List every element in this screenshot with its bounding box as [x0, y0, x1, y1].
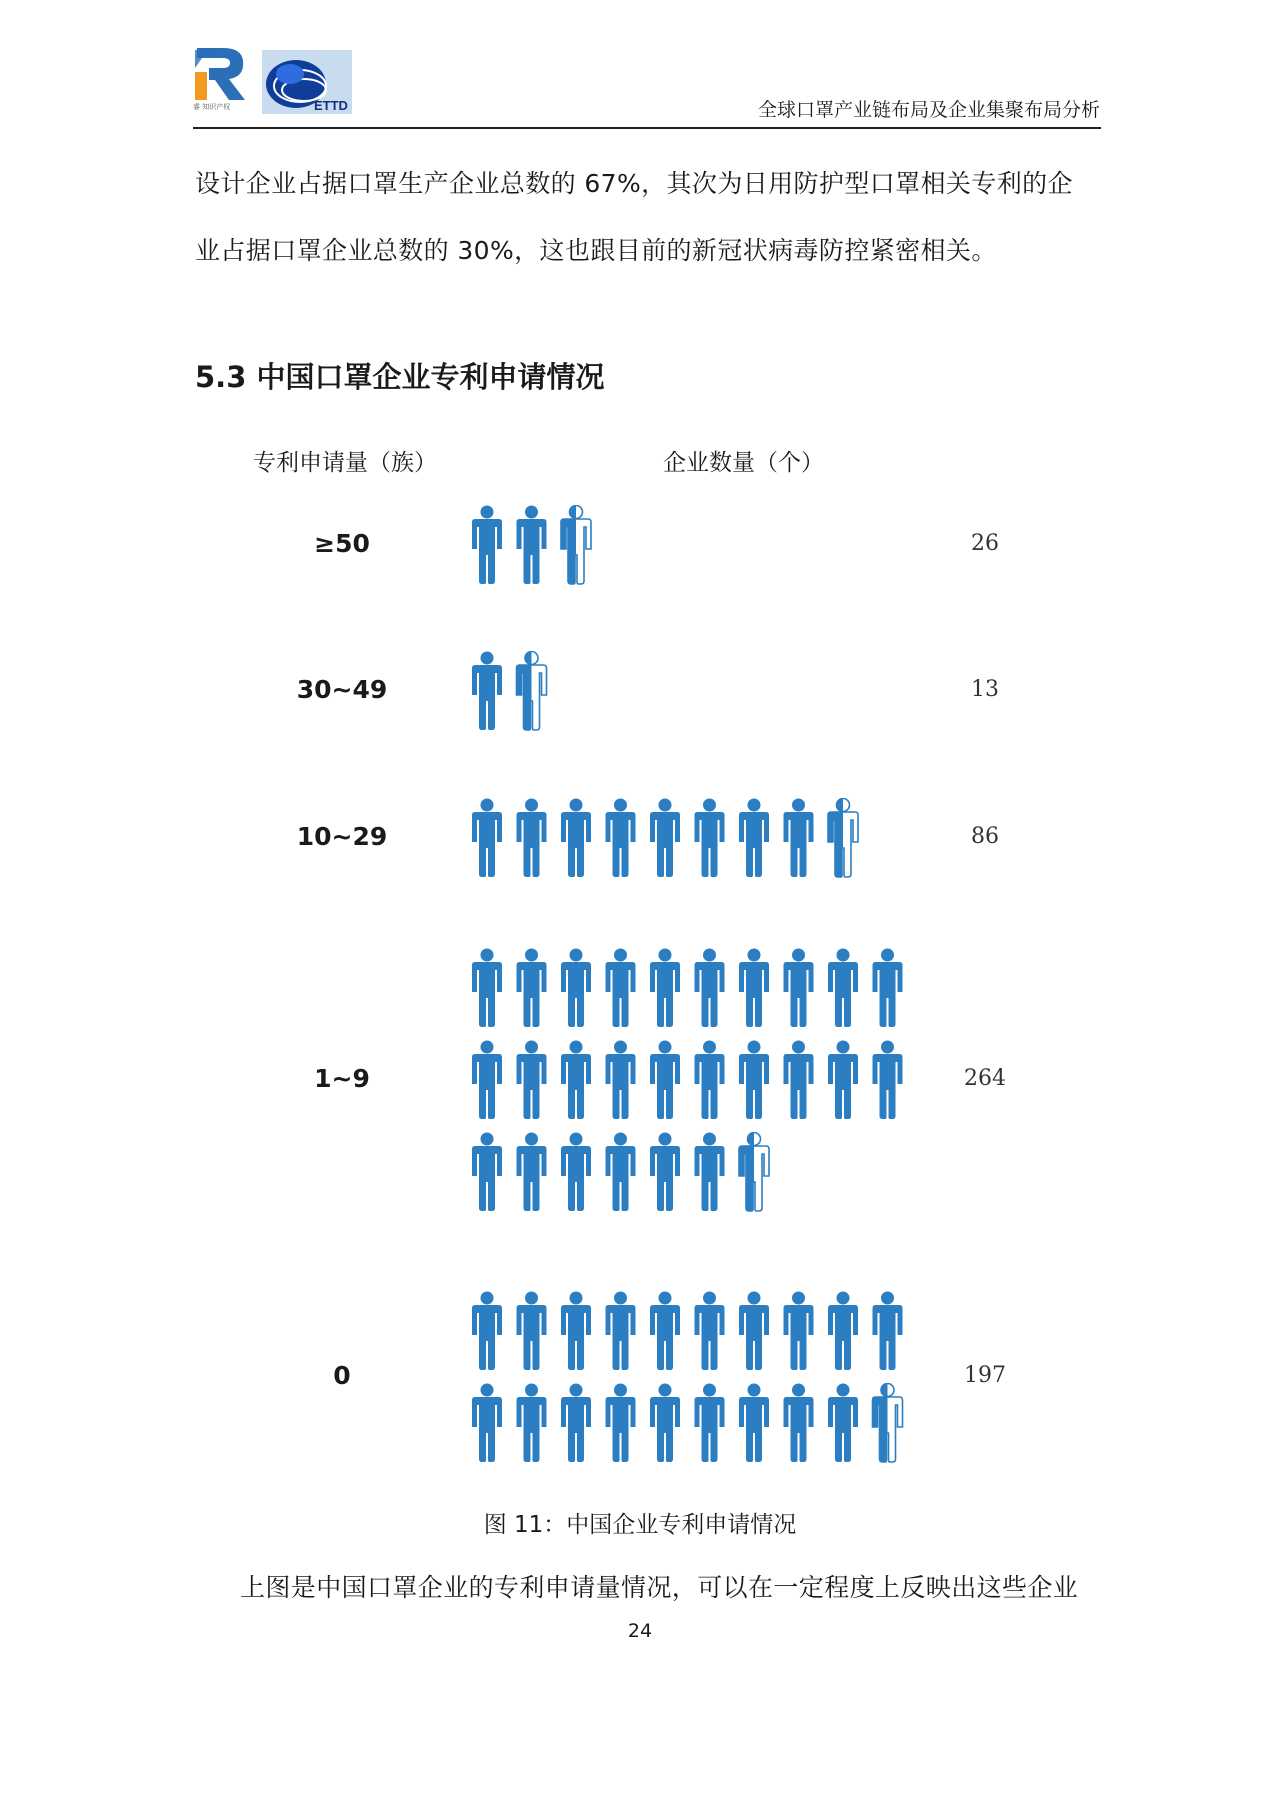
- person-icon: [739, 799, 769, 878]
- person-icon: [739, 1384, 769, 1463]
- person-icon: [517, 1041, 547, 1120]
- person-icon: [606, 1041, 636, 1120]
- person-icon: [784, 1384, 814, 1463]
- person-icon: [695, 1133, 725, 1212]
- person-icon: [739, 949, 769, 1028]
- person-icon: [650, 1292, 680, 1371]
- person-icon: [606, 1133, 636, 1212]
- person-icon-partial: [828, 799, 858, 878]
- category-label: 30~49: [296, 675, 388, 704]
- person-icon: [695, 1041, 725, 1120]
- person-icon: [650, 1384, 680, 1463]
- partner-logo-text: ETTD: [314, 98, 348, 113]
- person-icon: [784, 949, 814, 1028]
- category-label: ≥50: [314, 529, 370, 558]
- page-number: 24: [627, 1620, 653, 1642]
- category-label: 10~29: [296, 822, 388, 851]
- person-icon: [561, 1292, 591, 1371]
- person-icon: [517, 949, 547, 1028]
- person-icon: [828, 1384, 858, 1463]
- company-count-label: 26: [971, 531, 999, 556]
- person-icon: [561, 1384, 591, 1463]
- person-icon: [739, 1041, 769, 1120]
- paragraph-intro-line-1: 设计企业占据口罩生产企业总数的 67%，其次为日用防护型口罩相关专利的企: [195, 169, 1073, 198]
- person-icon: [472, 949, 502, 1028]
- person-icon: [650, 1133, 680, 1212]
- person-icon: [472, 506, 502, 585]
- person-icon: [472, 652, 502, 731]
- person-icon-partial: [873, 1384, 903, 1463]
- person-icon: [561, 1133, 591, 1212]
- category-label: 0: [333, 1361, 351, 1390]
- chart-row-header: 专利申请量（族）: [253, 450, 437, 476]
- person-icon: [472, 1384, 502, 1463]
- person-icon-partial: [517, 652, 547, 731]
- person-icon-partial: [739, 1133, 769, 1212]
- person-icon: [695, 949, 725, 1028]
- person-icon: [873, 1041, 903, 1120]
- company-count-label: 264: [964, 1066, 1006, 1091]
- person-icon: [695, 799, 725, 878]
- person-icon: [828, 949, 858, 1028]
- person-icon: [695, 1384, 725, 1463]
- category-label: 1~9: [314, 1064, 370, 1093]
- person-icon: [695, 1292, 725, 1371]
- person-icon: [517, 506, 547, 585]
- person-icon: [873, 949, 903, 1028]
- person-icon: [472, 1292, 502, 1371]
- paragraph-explanation: 上图是中国口罩企业的专利申请量情况，可以在一定程度上反映出这些企业: [240, 1573, 1079, 1602]
- person-icon: [472, 1133, 502, 1212]
- person-icon: [739, 1292, 769, 1371]
- chart-value-header: 企业数量（个）: [663, 450, 824, 476]
- person-icon: [606, 949, 636, 1028]
- paragraph-intro-line-2: 业占据口罩企业总数的 30%，这也跟目前的新冠状病毒防控紧密相关。: [195, 236, 997, 265]
- person-icon: [650, 1041, 680, 1120]
- person-icon: [606, 1384, 636, 1463]
- person-icon: [650, 799, 680, 878]
- person-icon: [561, 949, 591, 1028]
- person-icon: [828, 1292, 858, 1371]
- company-count-label: 197: [964, 1363, 1006, 1388]
- person-icon: [561, 1041, 591, 1120]
- figure-caption: 图 11：中国企业专利申请情况: [483, 1512, 797, 1538]
- person-icon: [517, 799, 547, 878]
- person-icon: [873, 1292, 903, 1371]
- person-icon: [517, 1133, 547, 1212]
- person-icon: [784, 1292, 814, 1371]
- person-icon: [561, 799, 591, 878]
- person-icon: [828, 1041, 858, 1120]
- company-count-label: 86: [971, 824, 999, 849]
- person-icon: [472, 1041, 502, 1120]
- person-icon: [650, 949, 680, 1028]
- person-icon: [517, 1292, 547, 1371]
- person-icon: [784, 799, 814, 878]
- person-icon: [784, 1041, 814, 1120]
- person-icon-partial: [561, 506, 591, 585]
- logo-caption: 睿 知识产权: [193, 103, 231, 111]
- person-icon: [606, 799, 636, 878]
- company-count-label: 13: [971, 677, 999, 702]
- person-icon: [472, 799, 502, 878]
- person-icon: [606, 1292, 636, 1371]
- person-icon: [517, 1384, 547, 1463]
- section-heading: 5.3 中国口罩企业专利申请情况: [195, 360, 605, 394]
- header-title: 全球口罩产业链布局及企业集聚布局分析: [757, 99, 1100, 121]
